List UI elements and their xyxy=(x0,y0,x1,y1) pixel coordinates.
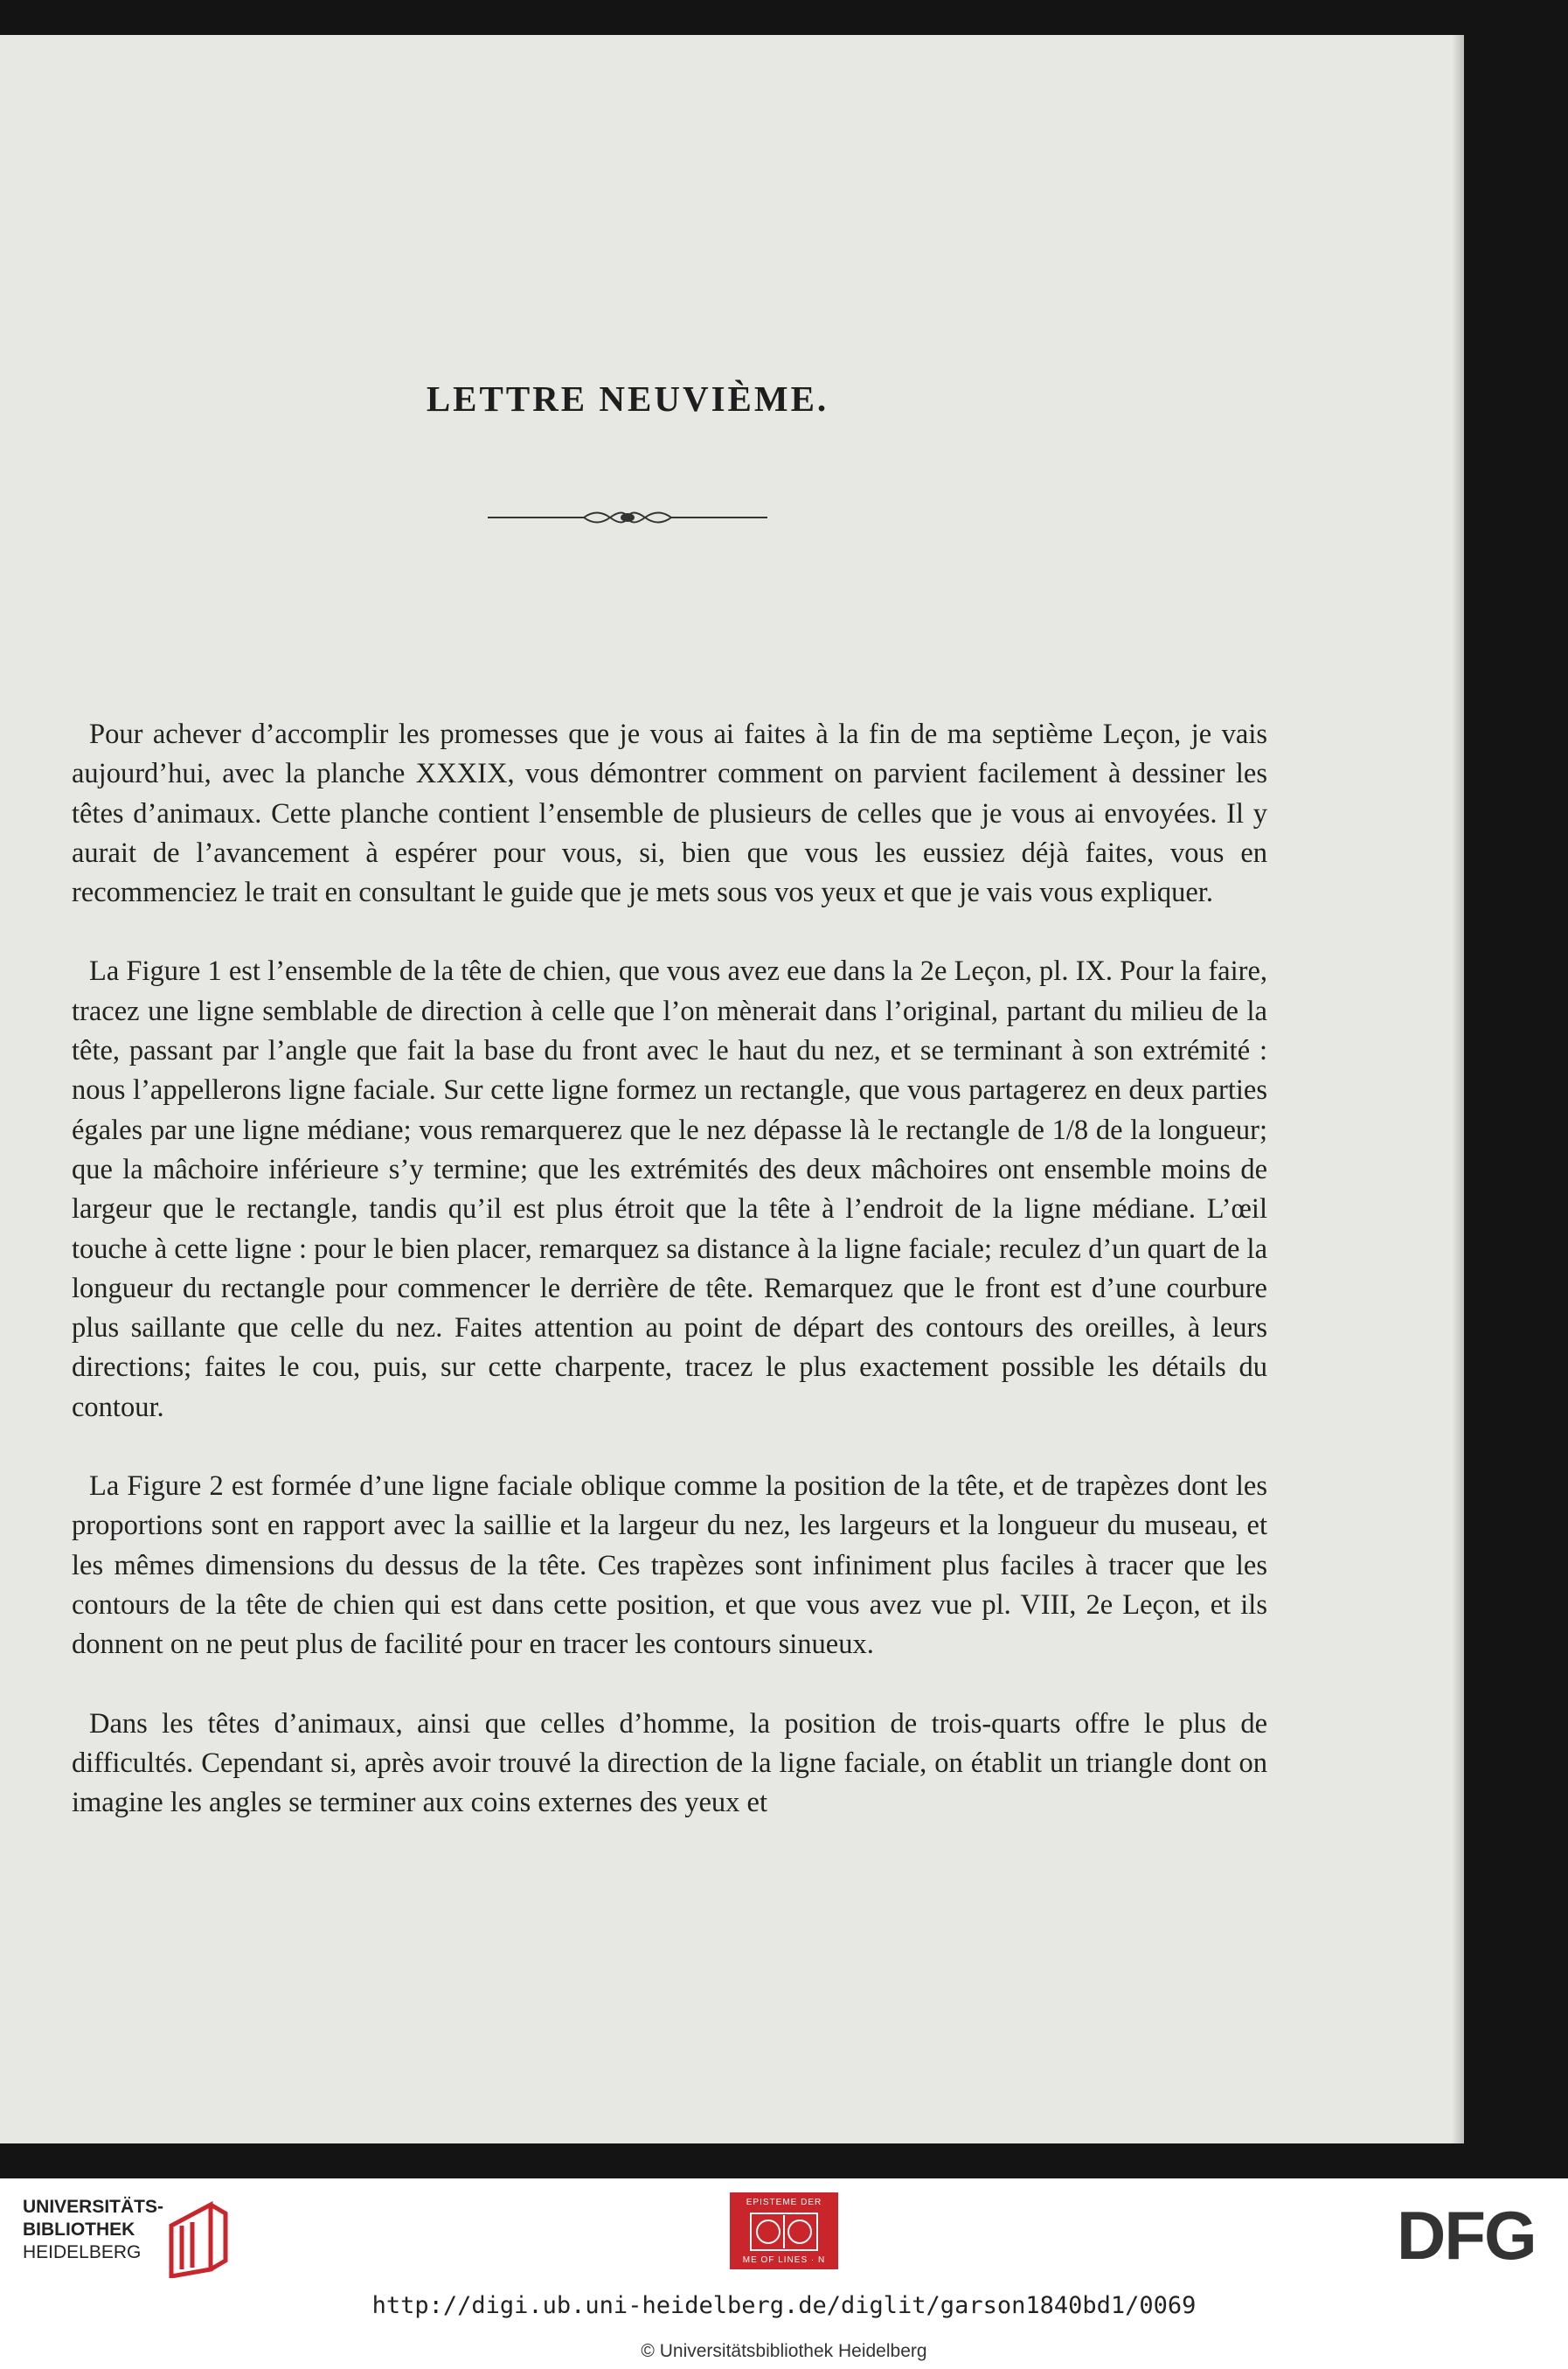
copyright-notice: © Universitätsbibliothek Heidelberg xyxy=(641,2341,927,2361)
episteme-emblem-icon xyxy=(749,2212,819,2252)
paragraph-1: Pour achever d’accomplir les promesses que je vous ai faites à la fin de ma septième Leçon, je vais aujourd’hui, avec la planche XXXIX, vous démontrer comment on parvient facilement à dessiner les têtes d’animaux. Cette planche contient l’ensemble de plusieurs de celles que je vous ai envoyées. Il y aurait de l’avancement à espérer pour vous, si, bien que vous les eussiez déjà faites, vous en recommenciez le trait en consultant le guide que je mets sous vos yeux et que je vais vous expliquer. xyxy=(72,719,1267,909)
dfg-logo[interactable]: DFG xyxy=(1397,2197,1536,2274)
viewer-footer xyxy=(0,2178,1568,2369)
ornament-divider-icon xyxy=(488,504,767,531)
episteme-logo-top: EPISTEME DER xyxy=(746,2198,822,2207)
letter-body xyxy=(72,715,1267,1862)
paragraph-4: Dans les têtes d’animaux, ainsi que celles d’homme, la position de trois-quarts offre le plus de difficultés. Cependant si, après avoir trouvé la direction de la ligne faciale, on établit un triangle dont on imagine les angles se terminer aux coins externes des yeux et xyxy=(72,1707,1267,1819)
library-line-2: BIBLIOTHEK xyxy=(23,2220,135,2240)
episteme-logo-bottom: ME OF LINES · N xyxy=(742,2255,826,2265)
permalink-url[interactable]: http://digi.ub.uni-heidelberg.de/diglit/garson1840bd1/0069 xyxy=(371,2292,1197,2319)
page-title: LETTRE NEUVIÈME. xyxy=(426,379,829,419)
library-line-1: UNIVERSITÄTS- xyxy=(23,2197,164,2217)
library-logo[interactable] xyxy=(23,2196,232,2292)
episteme-logo[interactable] xyxy=(730,2192,838,2269)
paragraph-2: La Figure 1 est l’ensemble de la tête de chien, que vous avez eue dans la 2e Leçon, pl. IX. Pour la faire, tracez une ligne semblable de direction à celle que l’on mènerait dans l’original, partant du milieu de la tête, passant par l’angle que fait la base du front avec le haut du nez, et se terminant à son extrémité : nous l’appellerons ligne faciale. Sur cette ligne formez un rectangle, que vous partagerez en deux parties égales par une ligne médiane; vous remarquerez que le nez dépasse là le rectangle de 1/8 de la longueur; que la mâchoire inférieure s’y termine; que les extrémités des deux mâchoires ont ensemble moins de largeur que le rectangle, tandis qu’il est plus étroit que la tête à l’endroit de la ligne médiane. L’œil touche à cette ligne : pour le bien placer, remarquez sa distance à la ligne faciale; reculez d’un quart de la longueur du rectangle pour commencer le derrière de tête. Remarquez que le front est d’une courbure plus saillante que celle du nez. Faites attention au point de départ des contours des oreilles, à leurs directions; faites le cou, puis, sur cette charpente, tracez le plus exactement possible les détails du contour. xyxy=(72,955,1267,1423)
library-line-3: HEIDELBERG xyxy=(23,2242,142,2262)
book-page xyxy=(0,35,1464,2143)
library-book-icon xyxy=(163,2199,232,2278)
paragraph-3: La Figure 2 est formée d’une ligne faciale oblique comme la position de la tête, et de trapèzes dont les proportions sont en rapport avec la saillie et la largeur du nez, les largeurs et la longueur du museau, et les mêmes dimensions du dessus de la tête. Ces trapèzes sont infiniment plus faciles à tracer que les contours de la tête de chien qui est dans cette position, et que vous avez vue pl. VIII, 2e Leçon, et ils donnent on ne peut plus de facilité pour en tracer les contours sinueux. xyxy=(72,1470,1267,1661)
library-name xyxy=(23,2196,163,2264)
